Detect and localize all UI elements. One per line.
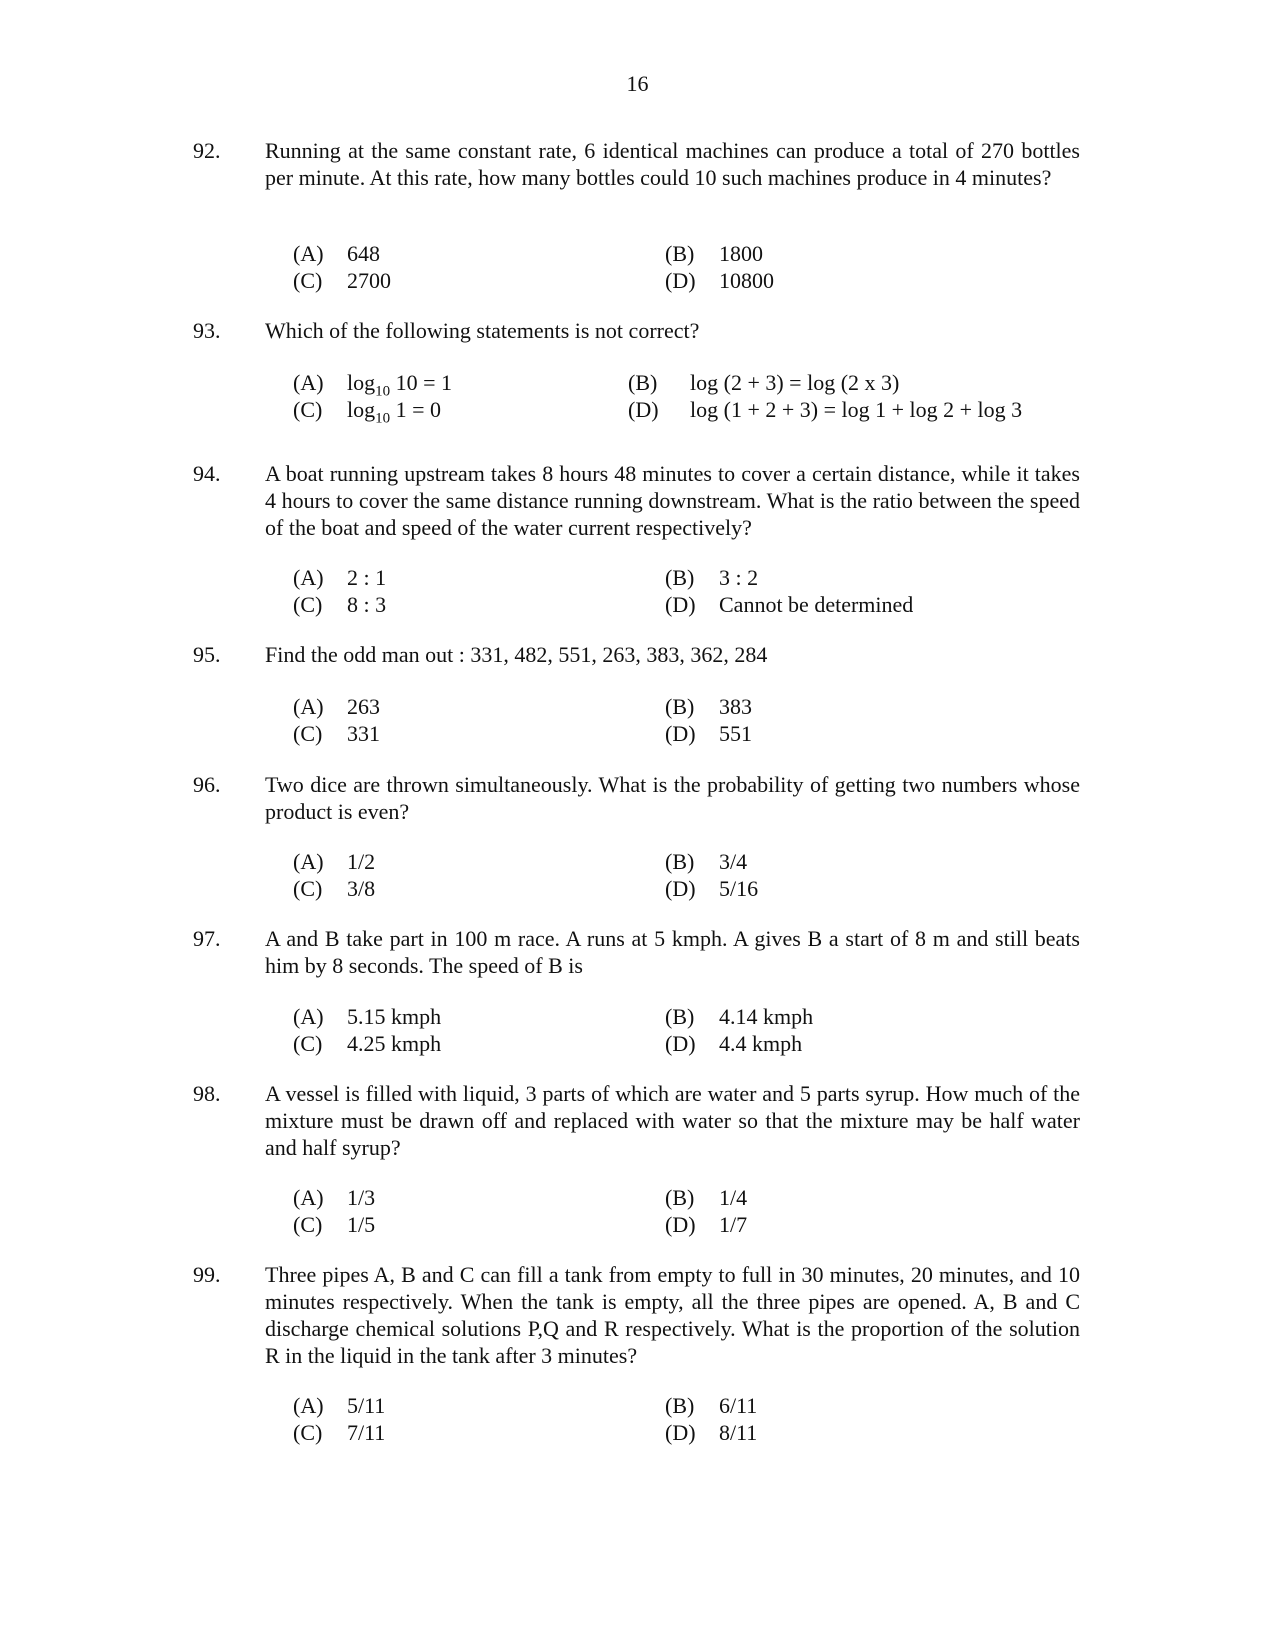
question-number: 97. — [193, 926, 221, 951]
option-label: (A) — [293, 1393, 324, 1418]
option-label: (B) — [665, 1185, 695, 1210]
option-label: (C) — [293, 397, 323, 422]
option-label: (C) — [293, 1031, 323, 1056]
log-base: 10 — [375, 410, 391, 427]
option-c — [293, 591, 386, 618]
option-value: 7/11 — [347, 1420, 386, 1445]
option-value: 1/2 — [347, 849, 376, 874]
option-label: (B) — [665, 694, 695, 719]
option-c — [293, 875, 375, 902]
option-value: 383 — [719, 694, 752, 719]
question-text: Two dice are thrown simultaneously. What is the probability of getting two numbers whose product is even? — [265, 772, 1080, 824]
option-label: (A) — [293, 694, 324, 719]
option-b — [628, 369, 899, 396]
option-label: (A) — [293, 1004, 324, 1029]
question-text: A boat running upstream takes 8 hours 48 minutes to cover a certain distance, while it takes 4 hours to cover the same distance running downstream. What is the ratio between the speed of the boat and speed of the water current respectively? — [265, 461, 1080, 540]
option-label: (C) — [293, 268, 323, 293]
page-number: 16 — [626, 71, 649, 96]
option-label: (D) — [665, 876, 696, 901]
option-label: (D) — [665, 1031, 696, 1056]
option-label: (A) — [293, 1185, 324, 1210]
log-rest: 10 = 1 — [390, 370, 453, 395]
option-label: (D) — [628, 397, 659, 422]
option-label: (C) — [293, 876, 323, 901]
option-label: (A) — [293, 241, 324, 266]
option-label: (B) — [665, 565, 695, 590]
question-text: A vessel is filled with liquid, 3 parts of which are water and 5 parts syrup. How much of the mixture must be drawn off and replaced with water so that the mixture may be half water and half syrup? — [265, 1081, 1080, 1160]
option-d — [665, 267, 774, 294]
option-b — [665, 1392, 757, 1419]
option-d — [665, 875, 758, 902]
question-number: 94. — [193, 461, 221, 486]
option-c — [293, 396, 442, 427]
option-value: 10800 — [719, 268, 774, 293]
option-label: (A) — [293, 370, 324, 395]
option-value: Cannot be determined — [719, 592, 914, 617]
question-number: 93. — [193, 318, 221, 343]
option-value — [347, 370, 453, 400]
option-value: 2 : 1 — [347, 565, 387, 590]
option-label: (C) — [293, 1212, 323, 1237]
log-text: log — [347, 397, 376, 422]
option-label: (B) — [665, 1393, 695, 1418]
question-text: Find the odd man out : 331, 482, 551, 263, 383, 362, 284 — [265, 642, 768, 667]
option-label: (C) — [293, 721, 323, 746]
option-b — [665, 240, 763, 267]
option-value: 648 — [347, 241, 380, 266]
option-d — [665, 1419, 757, 1446]
question-number: 99. — [193, 1262, 221, 1287]
option-d — [665, 591, 913, 618]
option-label: (B) — [665, 849, 695, 874]
log-base: 10 — [375, 383, 391, 400]
option-b — [665, 564, 758, 591]
option-label: (D) — [665, 592, 696, 617]
option-value: 3 : 2 — [719, 565, 759, 590]
option-a — [293, 369, 453, 400]
option-value: 1800 — [719, 241, 763, 266]
option-value: 1/7 — [719, 1212, 748, 1237]
question-number: 96. — [193, 772, 221, 797]
option-label: (A) — [293, 849, 324, 874]
option-value: 4.4 kmph — [719, 1031, 803, 1056]
option-value: 2700 — [347, 268, 391, 293]
option-value: 6/11 — [719, 1393, 758, 1418]
option-a — [293, 1392, 385, 1419]
option-label: (D) — [665, 721, 696, 746]
option-label: (D) — [665, 1420, 696, 1445]
option-value: 1/3 — [347, 1185, 376, 1210]
option-c — [293, 267, 391, 294]
option-d — [665, 1211, 747, 1238]
option-label: (D) — [665, 1212, 696, 1237]
option-d — [628, 396, 1022, 423]
option-c — [293, 720, 380, 747]
option-b — [665, 1003, 813, 1030]
option-a — [293, 564, 386, 591]
question-number: 98. — [193, 1081, 221, 1106]
option-label: (B) — [628, 370, 658, 395]
option-a — [293, 1184, 375, 1211]
option-value: 5.15 kmph — [347, 1004, 442, 1029]
option-value: 5/16 — [719, 876, 759, 901]
option-value: 5/11 — [347, 1393, 386, 1418]
option-value: log (1 + 2 + 3) = log 1 + log 2 + log 3 — [690, 397, 1023, 422]
option-label: (C) — [293, 1420, 323, 1445]
option-value: 3/8 — [347, 876, 376, 901]
option-label: (A) — [293, 565, 324, 590]
question-text: A and B take part in 100 m race. A runs at 5 kmph. A gives B a start of 8 m and still beats him by 8 seconds. The speed of B is — [265, 926, 1080, 978]
option-b — [665, 1184, 747, 1211]
option-c — [293, 1419, 385, 1446]
question-text: Three pipes A, B and C can fill a tank from empty to full in 30 minutes, 20 minutes, and 10 minutes respectively. When the tank is empty, all the three pipes are opened. A, B and C discharge chemical solutions P,Q and R respectively. What is the proportion of the solution R in the liquid in the tank after 3 minutes? — [265, 1262, 1080, 1368]
option-a — [293, 693, 380, 720]
option-value: 331 — [347, 721, 380, 746]
option-value: 8 : 3 — [347, 592, 387, 617]
option-value: 551 — [719, 721, 752, 746]
log-rest: 1 = 0 — [390, 397, 442, 422]
question-text: Running at the same constant rate, 6 identical machines can produce a total of 270 bottles per minute. At this rate, how many bottles could 10 such machines produce in 4 minutes? — [265, 138, 1080, 190]
option-value: 8/11 — [719, 1420, 758, 1445]
option-value: 4.25 kmph — [347, 1031, 442, 1056]
option-value: 3/4 — [719, 849, 748, 874]
option-a — [293, 1003, 441, 1030]
option-label: (D) — [665, 268, 696, 293]
option-d — [665, 720, 752, 747]
option-label: (B) — [665, 241, 695, 266]
option-a — [293, 240, 380, 267]
option-d — [665, 1030, 802, 1057]
option-value: 4.14 kmph — [719, 1004, 814, 1029]
option-c — [293, 1211, 375, 1238]
option-b — [665, 848, 747, 875]
question-text: Which of the following statements is not correct? — [265, 318, 700, 343]
option-value — [347, 397, 442, 427]
option-c — [293, 1030, 441, 1057]
log-text: log — [347, 370, 376, 395]
option-b — [665, 693, 752, 720]
option-label: (C) — [293, 592, 323, 617]
question-number: 95. — [193, 642, 221, 667]
option-value: 263 — [347, 694, 380, 719]
option-label: (B) — [665, 1004, 695, 1029]
option-value: 1/5 — [347, 1212, 376, 1237]
option-a — [293, 848, 375, 875]
option-value: log (2 + 3) = log (2 x 3) — [690, 370, 900, 395]
question-number: 92. — [193, 138, 221, 163]
option-value: 1/4 — [719, 1185, 748, 1210]
